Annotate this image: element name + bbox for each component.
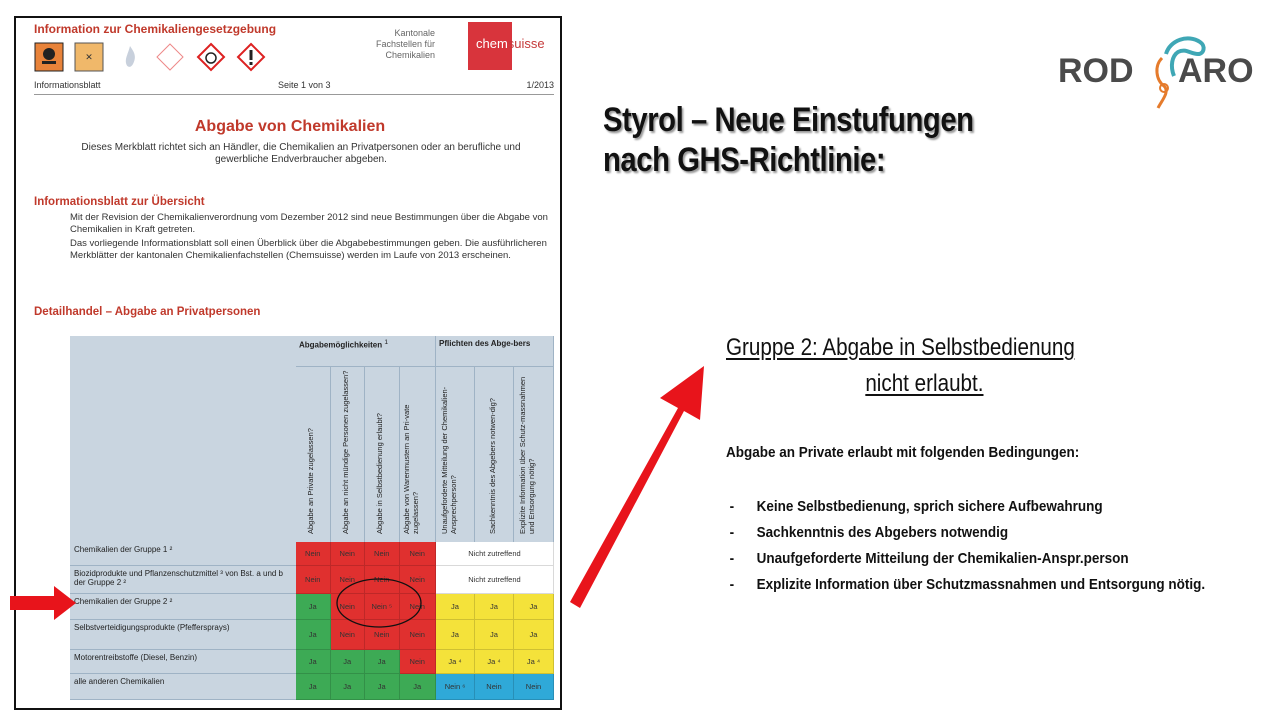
table-cell: Nein — [331, 594, 366, 620]
table-cell: Nein — [365, 542, 400, 566]
left-arrow-icon — [10, 586, 78, 620]
scanned-document — [14, 16, 562, 710]
table-cell: Ja — [514, 594, 554, 620]
table-cell-span: Nicht zutreffend — [436, 566, 554, 594]
table-cell: Nein — [296, 542, 331, 566]
table-cell: Ja — [296, 650, 331, 674]
column-header: Sachkenntnis des Abgebers notwen-dig? — [475, 366, 514, 542]
harmful-orange-icon — [74, 42, 104, 72]
row-label: alle anderen Chemikalien — [70, 674, 296, 700]
issue-date: 1/2013 — [526, 80, 554, 90]
info-left: Informationsblatt — [34, 80, 101, 90]
table-cell: Ja — [436, 594, 475, 620]
toxic-orange-icon — [34, 42, 64, 72]
section-retail-title: Detailhandel – Abgabe an Privatpersonen — [34, 306, 261, 318]
condition-item: - Sachkenntnis des Abgebers notwendig — [726, 520, 1230, 546]
table-cell: Nein — [400, 542, 437, 566]
svg-text:ARO: ARO — [1178, 52, 1254, 90]
ghs-exclamation-icon — [236, 42, 266, 72]
table-cell: Nein — [365, 620, 400, 650]
column-header: Explizite Information über Schutz-massnahmen und Entsorgung nötig? — [514, 366, 554, 542]
group-heading: Gruppe 2: Abgabe in Selbstbedienung nicht erlaubt. — [726, 334, 1075, 397]
page-indicator: Seite 1 von 3 — [278, 80, 331, 90]
table-cell: Nein — [331, 566, 366, 594]
svg-text:✕: ✕ — [85, 52, 94, 62]
hazard-pictograms — [34, 42, 272, 72]
highlight-circle — [334, 576, 424, 630]
condition-item: - Unaufgeforderte Mitteilung der Chemikalien-Anspr.person — [726, 546, 1230, 572]
table-cell: Nein — [331, 542, 366, 566]
table-cell: Ja — [331, 674, 366, 700]
table-cell: Nein — [475, 674, 514, 700]
table-cell: Ja — [365, 674, 400, 700]
column-header: Abgabe in Selbstbedienung erlaubt? — [365, 366, 400, 542]
abgabe-table — [70, 336, 554, 696]
section-overview-p1: Mit der Revision der Chemikalienverordnung vom Dezember 2012 sind neue Bestimmungen über die Abgabe von Chemikalien in Kraft getreten. — [70, 212, 548, 235]
diagonal-arrow-icon — [560, 356, 720, 616]
table-cell: Ja — [296, 620, 331, 650]
table-cell: Ja — [514, 620, 554, 650]
document-main-title: Abgabe von Chemikalien — [194, 118, 386, 135]
column-header: Abgabe an Private zugelassen? — [296, 366, 331, 542]
table-cell: Ja — [400, 674, 437, 700]
row-label: Chemikalien der Gruppe 2 ² — [70, 594, 296, 620]
table-cell: Nein — [400, 620, 437, 650]
table-cell: Nein — [331, 620, 366, 650]
table-corner — [70, 336, 296, 542]
slide-title: Styrol – Neue Einstufungen nach GHS-Richtlinie: — [603, 101, 974, 179]
column-header: Abgabe an nicht mündige Personen zugelassen? — [331, 366, 366, 542]
condition-item: - Explizite Information über Schutzmassnahmen und Entsorgung nötig. — [726, 572, 1230, 598]
table-cell: Nein ⁵ — [365, 594, 400, 620]
column-header: Abgabe von Warenmustern an Pri-vate zugelassen? — [400, 366, 437, 542]
header-abgabemoeglichkeiten: Abgabemöglichkeiten $^1$ — [296, 336, 436, 366]
table-cell: Nein — [400, 650, 437, 674]
table-cell: Ja ⁴ — [475, 650, 514, 674]
table-cell: Ja — [365, 650, 400, 674]
row-label: Motorentreibstoffe (Diesel, Benzin) — [70, 650, 296, 674]
table-cell: Nein — [400, 566, 437, 594]
document-header-title: Information zur Chemikaliengesetzgebung — [34, 22, 277, 36]
table-cell: Ja ⁴ — [436, 650, 475, 674]
table-cell-span: Nicht zutreffend — [436, 542, 554, 566]
info-row — [34, 80, 554, 95]
ghs-flame-icon — [196, 42, 226, 72]
conditions-intro: Abgabe an Private erlaubt mit folgenden Bedingungen: — [726, 444, 1080, 461]
document-intro: Dieses Merkblatt richtet sich an Händler, die Chemikalien an Privatpersonen oder an berufliche und gewerbliche Endverbraucher abgeben. — [81, 142, 521, 165]
table-cell: Nein ⁶ — [436, 674, 475, 700]
ghs-pictogram-faint-icon — [155, 42, 185, 72]
row-label: Chemikalien der Gruppe 1 ² — [70, 542, 296, 566]
table-cell: Ja — [475, 620, 514, 650]
table-cell: Ja — [436, 620, 475, 650]
table-cell: Nein — [514, 674, 554, 700]
table-cell: Nein — [296, 566, 331, 594]
row-label: Selbstverteidigungsprodukte (Pfeffersprays) — [70, 620, 296, 650]
rodaro-logo — [1058, 30, 1258, 120]
table-cell: Nein — [400, 594, 437, 620]
table-cell: Ja — [296, 674, 331, 700]
table-cell: Ja — [296, 594, 331, 620]
section-overview-title: Informationsblatt zur Übersicht — [34, 196, 205, 208]
flammable-faded-icon — [115, 42, 145, 72]
section-overview-p2: Das vorliegende Informationsblatt soll einen Überblick über die Abgabebestimmungen geben. Die ausführlicheren Merkblätter der kantonalen Chemikalienfachstellen (Chemsuisse) werden im Laufe von 2013 erscheinen. — [70, 238, 547, 261]
conditions-list — [726, 494, 1230, 598]
table-cell: Nein — [365, 566, 400, 594]
fachstellen-label: Kantonale Fachstellen für Chemikalien — [376, 28, 436, 60]
chemsuisse-logo: chemsuisse — [468, 22, 556, 70]
header-pflichten: Pflichten des Abge-bers — [436, 336, 554, 366]
condition-item: - Keine Selbstbedienung, sprich sichere Aufbewahrung — [726, 494, 1230, 520]
row-label: Biozidprodukte und Pflanzenschutzmittel ³ von Bst. a und b der Gruppe 2 ² — [70, 566, 296, 594]
table-cell: Ja ⁴ — [514, 650, 554, 674]
table-cell: Ja — [331, 650, 366, 674]
table-cell: Ja — [475, 594, 514, 620]
column-header: Unaufgeforderte Mitteilung der Chemikalien-Ansprechperson? — [436, 366, 475, 542]
svg-text:ROD: ROD — [1058, 52, 1134, 90]
